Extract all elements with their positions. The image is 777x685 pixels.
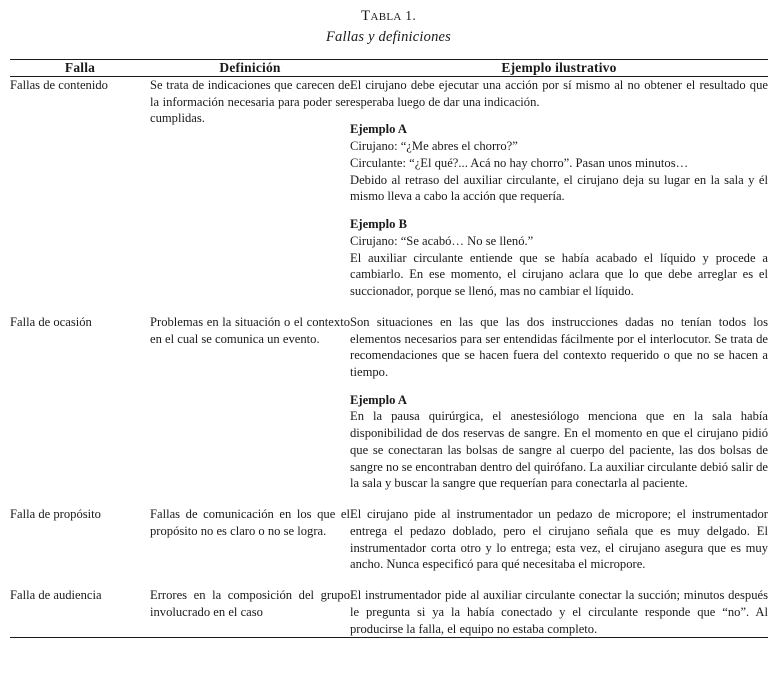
table-number-label: [0, 8, 777, 25]
ejemplo-intro: Son situaciones en las que las dos instrucciones dadas no tenían todos los elementos necesarios para ser entendidas fácilmente por el interlocutor. Se trata de recomendaciones que se hacen fuera del contexto requerido o que no se hacen a tiempo.: [350, 314, 768, 380]
row-spacer: [10, 573, 768, 587]
table-header-row: [10, 60, 768, 76]
falla-name: Fallas de contenido: [10, 78, 108, 92]
cell-ejemplo: [350, 587, 768, 637]
falla-name: Falla de audiencia: [10, 588, 102, 603]
cell-ejemplo: [350, 314, 768, 492]
fallas-table-body: [10, 77, 768, 637]
table-label-word: Tabla: [360, 8, 402, 24]
table-body: [10, 77, 768, 637]
definicion-text: Se trata de indicaciones que carecen de la información necesaria para poder ser cumplidas.: [150, 78, 350, 126]
cell-ejemplo: [350, 506, 768, 573]
column-header-falla: Falla: [64, 60, 96, 75]
ejemplo-body: En la pausa quirúrgica, el anestesiólogo menciona que en la sala había disponibilidad de dos reservas de sangre. En el momento en que el cirujano pidió que se conectaran las bolsas de sangre al cuerpo del paciente, las dos bolsas de sangre no se encontraban dentro del quirófano. La auxiliar circulante debió salir de la sala y buscar la sangre que requerían para conectarla al paciente.: [350, 409, 768, 491]
row-spacer: [10, 492, 768, 506]
cell-falla: [10, 587, 150, 637]
definicion-text: Errores en la composición del grupo involucrado en el caso: [150, 588, 350, 619]
paragraph-gap: [350, 381, 768, 392]
falla-name: Falla de ocasión: [10, 314, 92, 329]
table-title-block: [0, 0, 777, 46]
ejemplo-quote-line: Circulante: “¿El qué?... Acá no hay chorro”. Pasan unos minutos…: [350, 155, 689, 170]
paragraph-gap: [350, 205, 768, 216]
cell-definicion: [150, 506, 350, 573]
fallas-table: [10, 60, 768, 76]
table-header: [10, 60, 768, 76]
table-row: [10, 506, 768, 573]
cell-definicion: [150, 587, 350, 637]
cell-falla: [10, 77, 150, 300]
ejemplo-heading: Ejemplo A: [350, 122, 408, 137]
row-spacer: [10, 300, 768, 314]
paragraph-gap: [350, 110, 768, 121]
table-caption: Fallas y definiciones: [325, 29, 451, 45]
ejemplo-heading: Ejemplo B: [350, 217, 408, 232]
cell-ejemplo: [350, 77, 768, 300]
cell-falla: [10, 506, 150, 573]
ejemplo-intro: El instrumentador pide al auxiliar circulante conectar la succión; minutos después le pregunta si ya la había conectado y el circulante responde que “no”. Al producirse la falla, el equipo no estaba completo.: [350, 588, 768, 636]
table-row: [10, 314, 768, 492]
ejemplo-intro: El cirujano pide al instrumentador un pedazo de micropore; el instrumentador entrega el pedazo doblado, pero el cirujano señala que es muy delgado. El instrumentador corta otro y lo entrega; esta vez, el cirujano asegura que es muy ancho. Nunca especificó para qué necesitaba el micropore.: [350, 507, 768, 572]
falla-name: Falla de propósito: [10, 507, 101, 522]
cell-definicion: [150, 314, 350, 492]
ejemplo-quote-line: Cirujano: “Se acabó… No se llenó.”: [350, 233, 534, 248]
ejemplo-body: Debido al retraso del auxiliar circulante, el cirujano deja su lugar en la sala y él mismo lleva a cabo la acción que requería.: [350, 172, 768, 204]
ejemplo-intro: El cirujano debe ejecutar una acción por sí mismo al no obtener el resultado que esperaba luego de dar una indicación.: [350, 78, 768, 109]
table-row: [10, 77, 768, 300]
table-label-number: 1.: [405, 8, 417, 23]
column-header-ejemplo: Ejemplo ilustrativo: [501, 60, 617, 75]
definicion-text: Problemas en la situación o el contexto en el cual se comunica un evento.: [150, 314, 350, 346]
table-row: [10, 587, 768, 637]
column-header-definicion: Definición: [219, 60, 281, 75]
ejemplo-heading: Ejemplo A: [350, 392, 408, 407]
cell-definicion: [150, 77, 350, 300]
table-bottom-rule: [10, 637, 768, 638]
definicion-text: Fallas de comunicación en los que el propósito no es claro o no se logra.: [150, 507, 350, 538]
ejemplo-quote-line: Cirujano: “¿Me abres el chorro?”: [350, 139, 518, 154]
ejemplo-body: El auxiliar circulante entiende que se había acabado el líquido y procede a cambiarlo. En ese momento, el cirujano aclara que lo que debe arreglar es el succionador, porque se llenó, mas no cambiar el líquido.: [350, 250, 768, 299]
cell-falla: [10, 314, 150, 492]
